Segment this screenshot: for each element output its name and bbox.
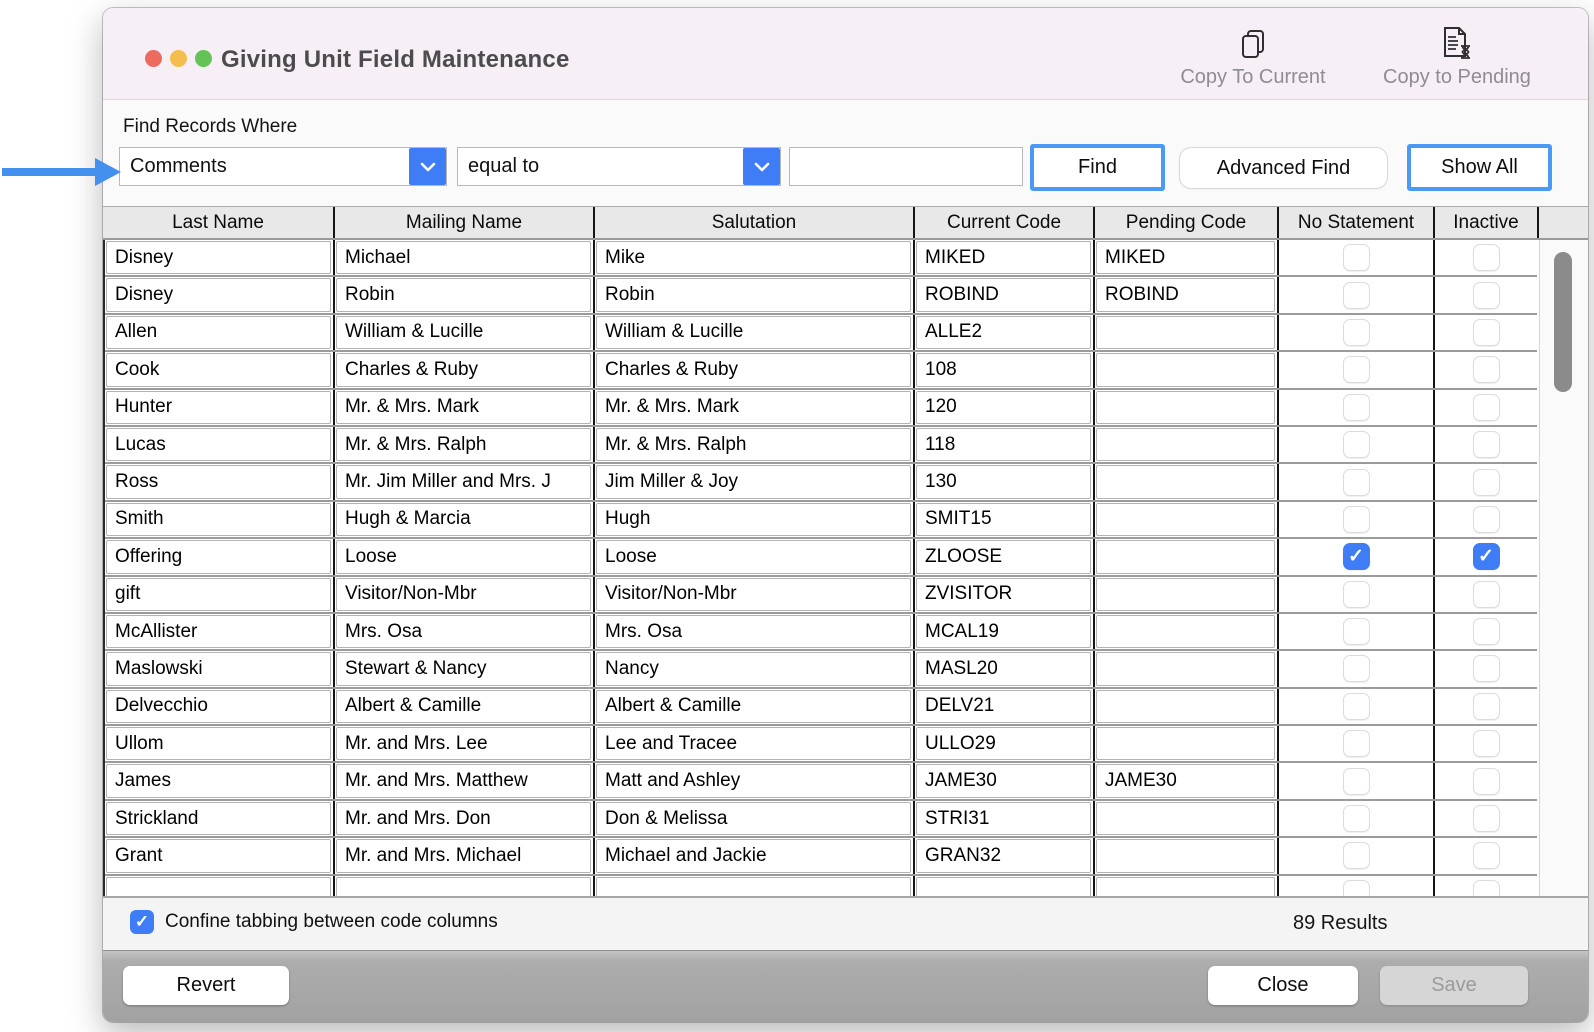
cell-mailing-name[interactable]: Loose: [333, 539, 593, 574]
cell-current-code[interactable]: JAME30: [913, 763, 1093, 798]
no-statement-checkbox[interactable]: [1343, 543, 1370, 570]
cell-no-statement: [1277, 614, 1433, 649]
no-statement-checkbox[interactable]: [1343, 282, 1370, 309]
inactive-checkbox[interactable]: [1473, 543, 1500, 570]
cell-salutation[interactable]: Visitor/Non-Mbr: [593, 577, 913, 612]
find-button[interactable]: [1030, 144, 1165, 191]
cell-inactive: [1433, 838, 1537, 873]
cell-salutation[interactable]: Jim Miller & Joy: [593, 464, 913, 499]
cell-pending-code[interactable]: [1093, 689, 1277, 724]
cell-last-name[interactable]: Lucas: [105, 427, 333, 462]
cell-salutation[interactable]: William & Lucille: [593, 315, 913, 350]
cell-no-statement: [1277, 577, 1433, 612]
cell-inactive: [1433, 577, 1537, 612]
cell-salutation[interactable]: Robin: [593, 277, 913, 312]
no-statement-checkbox[interactable]: [1343, 655, 1370, 682]
cell-mailing-name[interactable]: Mr. and Mrs. Matthew: [333, 763, 593, 798]
cell-pending-code[interactable]: [1093, 502, 1277, 537]
table-row: [105, 801, 1537, 838]
cell-salutation[interactable]: Don & Melissa: [593, 801, 913, 836]
copy-to-current-label: Copy To Current: [1180, 66, 1326, 88]
cell-pending-code[interactable]: [1093, 801, 1277, 836]
cell-inactive: [1433, 539, 1537, 574]
inactive-checkbox[interactable]: [1473, 431, 1500, 458]
copy-icon: [1240, 24, 1266, 60]
cell-current-code[interactable]: 130: [913, 464, 1093, 499]
no-statement-checkbox[interactable]: [1343, 506, 1370, 533]
cell-pending-code[interactable]: [1093, 315, 1277, 350]
checkbox-checked-icon: [130, 910, 154, 934]
cell-inactive: [1433, 651, 1537, 686]
vertical-scrollbar[interactable]: [1539, 240, 1588, 896]
no-statement-checkbox[interactable]: [1343, 356, 1370, 383]
find-button-label: Find: [1034, 148, 1161, 187]
cell-inactive: [1433, 315, 1537, 350]
cell-current-code[interactable]: ALLE2: [913, 315, 1093, 350]
cell-no-statement: [1277, 390, 1433, 425]
table-row: [105, 614, 1537, 651]
table-row: [105, 539, 1537, 576]
cell-pending-code[interactable]: [1093, 651, 1277, 686]
cell-last-name[interactable]: Ross: [105, 464, 333, 499]
inactive-checkbox[interactable]: [1473, 842, 1500, 869]
cell-no-statement: [1277, 464, 1433, 499]
save-button[interactable]: Save: [1380, 966, 1528, 1005]
cell-pending-code[interactable]: [1093, 352, 1277, 387]
cell-salutation[interactable]: Mrs. Osa: [593, 614, 913, 649]
cell-salutation[interactable]: Lee and Tracee: [593, 726, 913, 761]
cell-mailing-name[interactable]: [333, 876, 593, 898]
cell-current-code[interactable]: ULLO29: [913, 726, 1093, 761]
cell-mailing-name[interactable]: Mr. & Mrs. Mark: [333, 390, 593, 425]
cell-no-statement: [1277, 689, 1433, 724]
cell-inactive: [1433, 427, 1537, 462]
cell-salutation[interactable]: Loose: [593, 539, 913, 574]
cell-mailing-name[interactable]: Visitor/Non-Mbr: [333, 577, 593, 612]
cell-mailing-name[interactable]: Michael: [333, 240, 593, 275]
inactive-checkbox[interactable]: [1473, 244, 1500, 271]
table-row: [105, 577, 1537, 614]
results-count: 89 Results: [1293, 912, 1388, 934]
cell-current-code[interactable]: SMIT15: [913, 502, 1093, 537]
cell-inactive: [1433, 614, 1537, 649]
find-section: [103, 100, 1588, 206]
cell-last-name[interactable]: Disney: [105, 277, 333, 312]
no-statement-checkbox[interactable]: [1343, 880, 1370, 898]
document-pending-icon: [1442, 24, 1472, 60]
cell-mailing-name[interactable]: William & Lucille: [333, 315, 593, 350]
cell-pending-code[interactable]: [1093, 614, 1277, 649]
search-value-input[interactable]: [789, 147, 1023, 186]
cell-no-statement: [1277, 352, 1433, 387]
cell-current-code[interactable]: DELV21: [913, 689, 1093, 724]
cell-no-statement: [1277, 651, 1433, 686]
minimize-window-button[interactable]: [170, 50, 187, 67]
cell-current-code[interactable]: MCAL19: [913, 614, 1093, 649]
cell-last-name[interactable]: gift: [105, 577, 333, 612]
operator-dropdown[interactable]: [457, 147, 781, 186]
table-row: [105, 352, 1537, 389]
cell-no-statement: [1277, 277, 1433, 312]
inactive-checkbox[interactable]: [1473, 394, 1500, 421]
inactive-checkbox[interactable]: [1473, 356, 1500, 383]
cell-inactive: [1433, 502, 1537, 537]
cell-salutation[interactable]: Mike: [593, 240, 913, 275]
cell-inactive: [1433, 277, 1537, 312]
bottom-button-bar: [103, 950, 1588, 1022]
no-statement-checkbox[interactable]: [1343, 768, 1370, 795]
cell-last-name[interactable]: McAllister: [105, 614, 333, 649]
no-statement-checkbox[interactable]: [1343, 805, 1370, 832]
status-bar: [103, 898, 1588, 950]
cell-current-code[interactable]: STRI31: [913, 801, 1093, 836]
cell-inactive: [1433, 352, 1537, 387]
column-header-current-code[interactable]: Current Code: [913, 207, 1093, 238]
copy-to-current-button[interactable]: [1168, 24, 1338, 89]
inactive-checkbox[interactable]: [1473, 282, 1500, 309]
cell-mailing-name[interactable]: Albert & Camille: [333, 689, 593, 724]
cell-current-code[interactable]: MIKED: [913, 240, 1093, 275]
chevron-down-icon: [409, 148, 446, 185]
cell-inactive: [1433, 240, 1537, 275]
cell-salutation[interactable]: Charles & Ruby: [593, 352, 913, 387]
inactive-checkbox[interactable]: [1473, 805, 1500, 832]
inactive-checkbox[interactable]: [1473, 581, 1500, 608]
column-header-filler: [1537, 207, 1586, 238]
table-row: [105, 502, 1537, 539]
cell-inactive: [1433, 801, 1537, 836]
inactive-checkbox[interactable]: [1473, 469, 1500, 496]
table-row: [105, 651, 1537, 688]
table-row: [105, 838, 1537, 875]
table-header: [103, 206, 1588, 240]
cell-pending-code[interactable]: [1093, 577, 1277, 612]
app-window: [103, 8, 1588, 1022]
confine-tabbing-label: Confine tabbing between code columns: [165, 911, 498, 932]
cell-last-name[interactable]: Allen: [105, 315, 333, 350]
cell-current-code[interactable]: [913, 876, 1093, 898]
cell-last-name[interactable]: Disney: [105, 240, 333, 275]
confine-tabbing-checkbox[interactable]: [130, 910, 498, 934]
cell-last-name[interactable]: [105, 876, 333, 898]
no-statement-checkbox[interactable]: [1343, 244, 1370, 271]
operator-dropdown-value: equal to: [468, 155, 540, 177]
field-dropdown[interactable]: [119, 147, 447, 186]
cell-last-name[interactable]: Hunter: [105, 390, 333, 425]
cell-current-code[interactable]: 120: [913, 390, 1093, 425]
table-row: [105, 427, 1537, 464]
table-row: [105, 876, 1537, 898]
cell-no-statement: [1277, 539, 1433, 574]
cell-current-code[interactable]: ZVISITOR: [913, 577, 1093, 612]
cell-no-statement: [1277, 763, 1433, 798]
cell-last-name[interactable]: Offering: [105, 539, 333, 574]
column-header-salutation[interactable]: Salutation: [593, 207, 913, 238]
window-title: Giving Unit Field Maintenance: [221, 46, 570, 73]
column-header-pending-code[interactable]: Pending Code: [1093, 207, 1277, 238]
column-header-mailing-name[interactable]: Mailing Name: [333, 207, 593, 238]
cell-inactive: [1433, 390, 1537, 425]
table-row: [105, 464, 1537, 501]
cell-mailing-name[interactable]: Charles & Ruby: [333, 352, 593, 387]
cell-salutation[interactable]: Nancy: [593, 651, 913, 686]
table-row: [105, 315, 1537, 352]
table-row: [105, 277, 1537, 314]
cell-no-statement: [1277, 502, 1433, 537]
cell-salutation[interactable]: Mr. & Mrs. Mark: [593, 390, 913, 425]
cell-no-statement: [1277, 240, 1433, 275]
cell-salutation[interactable]: Hugh: [593, 502, 913, 537]
cell-pending-code[interactable]: [1093, 539, 1277, 574]
chevron-down-icon: [743, 148, 780, 185]
cell-last-name[interactable]: Maslowski: [105, 651, 333, 686]
cell-mailing-name[interactable]: Stewart & Nancy: [333, 651, 593, 686]
show-all-label: Show All: [1411, 148, 1548, 187]
cell-mailing-name[interactable]: Mr. and Mrs. Michael: [333, 838, 593, 873]
cell-last-name[interactable]: Grant: [105, 838, 333, 873]
no-statement-checkbox[interactable]: [1343, 581, 1370, 608]
cell-mailing-name[interactable]: Mr. and Mrs. Lee: [333, 726, 593, 761]
cell-no-statement: [1277, 427, 1433, 462]
title-toolbar: [1168, 24, 1542, 89]
inactive-checkbox[interactable]: [1473, 768, 1500, 795]
table-rows: [103, 240, 1537, 898]
cell-mailing-name[interactable]: Mr. & Mrs. Ralph: [333, 427, 593, 462]
cell-pending-code[interactable]: ROBIND: [1093, 277, 1277, 312]
cell-current-code[interactable]: ZLOOSE: [913, 539, 1093, 574]
close-window-button[interactable]: [145, 50, 162, 67]
cell-no-statement: [1277, 315, 1433, 350]
cell-mailing-name[interactable]: Robin: [333, 277, 593, 312]
no-statement-checkbox[interactable]: [1343, 730, 1370, 757]
cell-current-code[interactable]: 118: [913, 427, 1093, 462]
advanced-find-label: Advanced Find: [1216, 156, 1351, 179]
column-header-inactive[interactable]: Inactive: [1433, 207, 1537, 238]
cell-salutation[interactable]: Albert & Camille: [593, 689, 913, 724]
cell-last-name[interactable]: James: [105, 763, 333, 798]
inactive-checkbox[interactable]: [1473, 693, 1500, 720]
cell-pending-code[interactable]: MIKED: [1093, 240, 1277, 275]
cell-last-name[interactable]: Cook: [105, 352, 333, 387]
cell-last-name[interactable]: Strickland: [105, 801, 333, 836]
cell-current-code[interactable]: ROBIND: [913, 277, 1093, 312]
cell-pending-code[interactable]: [1093, 838, 1277, 873]
cell-current-code[interactable]: GRAN32: [913, 838, 1093, 873]
window-controls: [145, 50, 212, 67]
no-statement-checkbox[interactable]: [1343, 394, 1370, 421]
cell-pending-code[interactable]: [1093, 427, 1277, 462]
cell-pending-code[interactable]: [1093, 726, 1277, 761]
cell-no-statement: [1277, 726, 1433, 761]
table-viewport: [103, 240, 1588, 898]
table-row: [105, 763, 1537, 800]
column-header-no-statement[interactable]: No Statement: [1277, 207, 1433, 238]
cell-inactive: [1433, 689, 1537, 724]
cell-mailing-name[interactable]: Hugh & Marcia: [333, 502, 593, 537]
cell-salutation[interactable]: Matt and Ashley: [593, 763, 913, 798]
copy-to-pending-button[interactable]: [1372, 24, 1542, 89]
cell-pending-code[interactable]: [1093, 876, 1277, 898]
title-bar: [103, 8, 1588, 100]
cell-no-statement: [1277, 876, 1433, 898]
copy-to-pending-label: Copy to Pending: [1383, 66, 1531, 88]
cell-inactive: [1433, 763, 1537, 798]
scrollbar-thumb[interactable]: [1554, 252, 1572, 392]
cell-last-name[interactable]: Smith: [105, 502, 333, 537]
cell-salutation[interactable]: [593, 876, 913, 898]
cell-inactive: [1433, 876, 1537, 898]
inactive-checkbox[interactable]: [1473, 506, 1500, 533]
cell-mailing-name[interactable]: Mr. Jim Miller and Mrs. J: [333, 464, 593, 499]
no-statement-checkbox[interactable]: [1343, 469, 1370, 496]
cell-no-statement: [1277, 838, 1433, 873]
column-header-last-name[interactable]: Last Name: [172, 211, 264, 233]
cell-mailing-name[interactable]: Mr. and Mrs. Don: [333, 801, 593, 836]
table-row: [105, 689, 1537, 726]
no-statement-checkbox[interactable]: [1343, 842, 1370, 869]
no-statement-checkbox[interactable]: [1343, 431, 1370, 458]
cell-pending-code[interactable]: [1093, 464, 1277, 499]
cell-pending-code[interactable]: [1093, 390, 1277, 425]
cell-pending-code[interactable]: JAME30: [1093, 763, 1277, 798]
inactive-checkbox[interactable]: [1473, 618, 1500, 645]
table-row: [105, 726, 1537, 763]
no-statement-checkbox[interactable]: [1343, 618, 1370, 645]
inactive-checkbox[interactable]: [1473, 880, 1500, 898]
close-button[interactable]: Close: [1208, 966, 1358, 1005]
inactive-checkbox[interactable]: [1473, 319, 1500, 346]
cell-last-name[interactable]: Ullom: [105, 726, 333, 761]
table-row: [105, 240, 1537, 277]
inactive-checkbox[interactable]: [1473, 730, 1500, 757]
cell-inactive: [1433, 464, 1537, 499]
find-records-where-label: Find Records Where: [123, 116, 298, 137]
revert-button[interactable]: Revert: [123, 966, 289, 1005]
cell-inactive: [1433, 726, 1537, 761]
field-dropdown-value: Comments: [130, 155, 227, 177]
advanced-find-button[interactable]: [1180, 148, 1387, 188]
show-all-button[interactable]: [1407, 144, 1552, 191]
cell-current-code[interactable]: 108: [913, 352, 1093, 387]
cell-current-code[interactable]: MASL20: [913, 651, 1093, 686]
inactive-checkbox[interactable]: [1473, 655, 1500, 682]
pointer-arrow-annotation: [0, 155, 124, 189]
cell-mailing-name[interactable]: Mrs. Osa: [333, 614, 593, 649]
cell-salutation[interactable]: Mr. & Mrs. Ralph: [593, 427, 913, 462]
cell-salutation[interactable]: Michael and Jackie: [593, 838, 913, 873]
cell-last-name[interactable]: Delvecchio: [105, 689, 333, 724]
cell-no-statement: [1277, 801, 1433, 836]
table-row: [105, 390, 1537, 427]
zoom-window-button[interactable]: [195, 50, 212, 67]
no-statement-checkbox[interactable]: [1343, 693, 1370, 720]
no-statement-checkbox[interactable]: [1343, 319, 1370, 346]
